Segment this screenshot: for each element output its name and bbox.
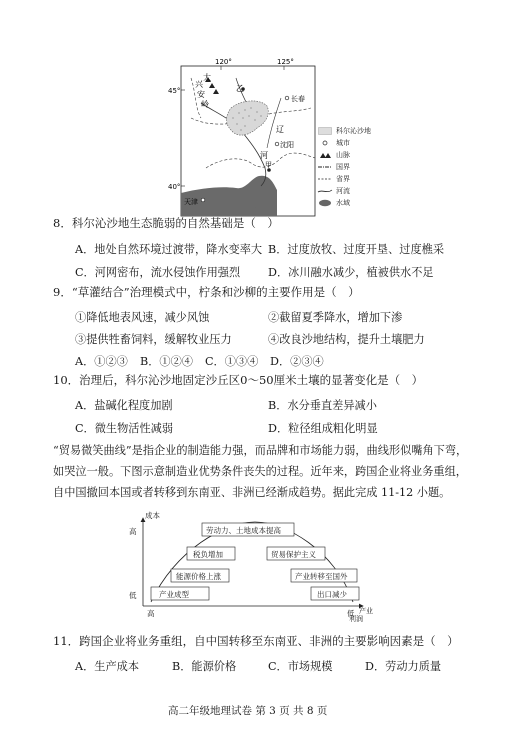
q8-option-d[interactable]: D．冰川融水减少，植被供水不足 — [268, 266, 434, 279]
legend-label: 科尔沁沙地 — [336, 127, 371, 135]
map-label-an: 安 — [197, 90, 205, 99]
map-label-changchun: 长春 — [291, 95, 305, 103]
q9-stem: 9．“草灌结合”治理模式中，柠条和沙柳的主要作用是（ ） — [53, 285, 360, 299]
box-left-4-text: 产业成型 — [159, 590, 189, 599]
map-label-jia: 甲 — [265, 161, 272, 169]
lat-label-40: 40° — [168, 183, 181, 191]
x-axis-label-2: 利润 — [349, 615, 363, 623]
q8-stem: 8．科尔沁沙地生态脆弱的自然基础是（ ） — [53, 216, 279, 230]
city-circle-icon — [318, 139, 332, 147]
q9-option-b[interactable]: B．①②④ — [140, 355, 193, 368]
q9-item-3: ③提供牲畜饲料，缓解牧业压力 — [75, 333, 232, 346]
map-label-xing: 兴 — [195, 80, 203, 89]
sandy-land-map — [168, 58, 316, 218]
lon-label-125: 125° — [277, 58, 294, 66]
q9-item-1: ①降低地表风速，减少风蚀 — [75, 311, 210, 324]
q8-option-b[interactable]: B．过度放牧、过度开垦、过度樵采 — [268, 243, 445, 256]
q9-option-d[interactable]: D．②③④ — [270, 355, 324, 368]
q11-option-b[interactable]: B．能源价格 — [172, 660, 237, 673]
page-footer: 高二年级地理试卷 第 3 页 共 8 页 — [168, 705, 328, 717]
map-label-yi: 乙 — [236, 84, 244, 93]
box-right-2-text: 贸易保护主义 — [271, 550, 316, 559]
q10-option-a[interactable]: A．盐碱化程度加剧 — [75, 399, 173, 412]
x-low-label: 低 — [347, 609, 355, 618]
q8-option-a[interactable]: A．地处自然环境过渡带，降水变率大 — [75, 243, 263, 256]
q11-option-a[interactable]: A．生产成本 — [75, 660, 140, 673]
box-left-2-text: 税负增加 — [193, 550, 223, 559]
map-label-liao: 辽 — [276, 125, 284, 134]
map-label-he: 河 — [260, 151, 268, 160]
q9-item-2: ②截留夏季降水，增加下渗 — [268, 311, 403, 324]
q9-option-c[interactable]: C．①③④ — [205, 355, 259, 368]
legend-label: 水域 — [336, 199, 350, 207]
box-right-3-text: 产业转移至国外 — [295, 572, 348, 581]
legend-row-river — [318, 185, 371, 197]
national-border-line-icon — [318, 163, 332, 171]
x-high-label: 高 — [147, 609, 155, 618]
x-axis-label-1: 产业 — [359, 607, 373, 615]
map-label-tianjin: 天津 — [184, 198, 198, 206]
box-top-text: 劳动力、土地成本提高 — [206, 526, 281, 535]
map-legend — [318, 125, 371, 209]
legend-row-national-border — [318, 161, 371, 173]
box-right-4-text: 出口减少 — [317, 590, 347, 599]
legend-row-water — [318, 197, 371, 209]
province-border-line-icon — [318, 175, 332, 183]
lat-label-45: 45° — [168, 87, 181, 95]
y-low-label: 低 — [129, 591, 137, 600]
q10-option-d[interactable]: D．粒径组成粗化明显 — [268, 422, 378, 435]
sandy-land-pattern-icon — [318, 127, 332, 135]
box-left-3-text: 能源价格上涨 — [176, 572, 221, 581]
q11-option-d[interactable]: D．劳动力质量 — [365, 660, 442, 673]
y-axis-label: 成本 — [145, 511, 160, 520]
q9-item-4: ④改良沙地结构，提升土壤肥力 — [268, 333, 425, 346]
legend-label: 山脉 — [336, 151, 350, 159]
map-label-shenyang: 沈阳 — [280, 141, 294, 149]
shenyang-city — [275, 142, 279, 146]
map-label-ling: 岭 — [201, 100, 209, 109]
q8-option-c[interactable]: C．河网密布，流水侵蚀作用强烈 — [75, 266, 241, 279]
water-area-icon — [318, 199, 332, 207]
q11-option-c[interactable]: C．市场规模 — [268, 660, 333, 673]
changchun-city — [285, 96, 289, 100]
legend-label: 城市 — [336, 139, 350, 147]
trade-curve-diagram — [115, 510, 375, 622]
y-high-label: 高 — [129, 527, 137, 536]
reading-passage: “贸易微笑曲线”是指企业的制造能力强，而品牌和市场能力弱，曲线形似嘴角下弯，如哭泣一般。下图示意制造业优势条件丧失的过程。近年来，跨国企业将业务重组，自中国撤回本国或者转移到东南亚、非洲已经渐成趋势。据此完成 11-12 小题。 — [53, 444, 468, 499]
q11-stem: 11．跨国企业将业务重组，自中国转移至东南亚、非洲的主要影响因素是（ ） — [53, 634, 459, 648]
river-line-icon — [318, 187, 332, 195]
legend-row-mountain — [318, 149, 371, 161]
legend-row-province-border — [318, 173, 371, 185]
mountain-symbol-icon — [318, 151, 332, 159]
legend-row-sandy — [318, 125, 371, 137]
legend-label: 国界 — [336, 163, 350, 171]
q9-option-a[interactable]: A．①②③ — [75, 355, 128, 368]
map-figure — [168, 58, 316, 218]
q10-option-b[interactable]: B．水分垂直差异减小 — [268, 399, 377, 412]
legend-row-city — [318, 137, 371, 149]
q10-option-c[interactable]: C．微生物活性减弱 — [75, 422, 174, 435]
map-label-da: 大 — [203, 73, 211, 82]
legend-label: 省界 — [336, 175, 350, 183]
tianjin-city — [201, 198, 205, 202]
lon-label-120: 120° — [215, 58, 232, 66]
trade-smile-curve-figure — [115, 510, 375, 622]
legend-label: 河流 — [336, 187, 350, 195]
q10-stem: 10．治理后，科尔沁沙地固定沙丘区0～50厘米土壤的显著变化是（ ） — [53, 373, 424, 387]
